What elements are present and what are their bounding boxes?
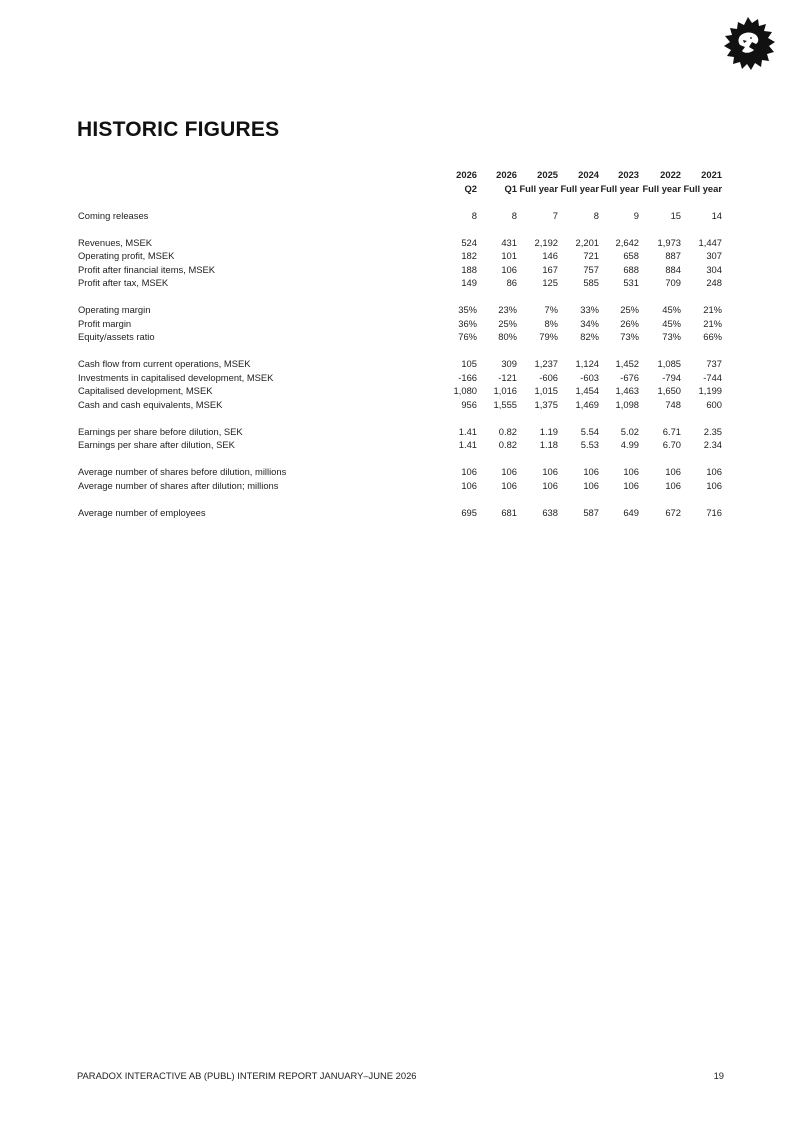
historic-figures-table [77, 168, 725, 519]
table-cell: 658 [623, 250, 639, 261]
table-cell: 757 [583, 263, 599, 275]
table-cell: 15 [670, 209, 681, 221]
row-label: Profit margin [78, 317, 132, 329]
table-cell: 638 [542, 506, 558, 518]
table-cell: 649 [623, 506, 639, 518]
table-cell: 1,452 [615, 358, 639, 369]
row-spacer [77, 195, 725, 209]
table-cell: 106 [583, 466, 599, 477]
table-cell: 73% [662, 331, 681, 342]
table-cell: 23% [498, 304, 517, 315]
table-cell: 884 [665, 263, 681, 275]
table-row [77, 276, 725, 290]
table-cell: 8 [471, 209, 477, 221]
table-cell: 76% [458, 331, 477, 342]
row-spacer [77, 290, 725, 304]
row-label: Cash flow from current operations, MSEK [78, 358, 251, 369]
row-label: Equity/assets ratio [78, 331, 155, 342]
column-period: Full year [600, 182, 639, 194]
table-cell: 307 [706, 250, 722, 261]
table-cell: 45% [662, 317, 681, 329]
column-year: 2026 [496, 169, 517, 180]
table-row [77, 398, 725, 412]
table-row [77, 303, 725, 317]
table-cell: 106 [542, 466, 558, 477]
table-cell: 9 [633, 209, 639, 221]
table-row [77, 479, 725, 493]
row-spacer [77, 344, 725, 358]
row-label: Coming releases [78, 209, 149, 221]
column-year: 2026 [456, 169, 477, 180]
column-year: 2021 [701, 169, 722, 180]
table-cell: 600 [706, 398, 722, 410]
table-cell: 0.82 [498, 439, 517, 450]
table-cell: 5.54 [580, 425, 599, 437]
table-cell: 8 [593, 209, 599, 221]
table-cell: 1.41 [458, 439, 477, 450]
table-row [77, 506, 725, 520]
table-cell: 716 [706, 506, 722, 518]
table-header-periods [77, 182, 725, 196]
table-cell: 80% [498, 331, 517, 342]
table-cell: 748 [665, 398, 681, 410]
table-cell: 106 [583, 479, 599, 491]
column-year: 2025 [537, 169, 558, 180]
table-cell: 106 [461, 479, 477, 491]
row-spacer [77, 222, 725, 236]
table-cell: 1,375 [534, 398, 558, 410]
page-number: 19 [713, 1070, 724, 1081]
table-cell: 45% [662, 304, 681, 315]
table-cell: 1.41 [458, 425, 477, 437]
table-row [77, 317, 725, 331]
table-cell: 1,447 [698, 236, 722, 248]
table-row [77, 371, 725, 385]
table-cell: 8% [544, 317, 558, 329]
column-period: Full year [642, 182, 681, 194]
row-label: Operating margin [78, 304, 151, 315]
table-cell: 66% [703, 331, 722, 342]
table-cell: 106 [461, 466, 477, 477]
table-cell: 101 [501, 250, 517, 261]
table-cell: 7% [544, 304, 558, 315]
table-cell: 149 [461, 277, 477, 288]
table-cell: 106 [706, 479, 722, 491]
table-cell: 7 [552, 209, 558, 221]
table-cell: 1,124 [575, 358, 599, 369]
row-label: Operating profit, MSEK [78, 250, 175, 261]
table-cell: 1,080 [453, 385, 477, 396]
table-cell: 1,463 [615, 385, 639, 396]
table-cell: 82% [580, 331, 599, 342]
row-label: Cash and cash equivalents, MSEK [78, 398, 223, 410]
row-spacer [77, 492, 725, 506]
table-cell: 106 [501, 466, 517, 477]
table-cell: 21% [703, 317, 722, 329]
table-cell: 695 [461, 506, 477, 518]
row-label: Average number of shares after dilution; millions [78, 479, 279, 491]
table-cell: 2.34 [703, 439, 722, 450]
table-cell: 1,555 [493, 398, 517, 410]
table-cell: 33% [580, 304, 599, 315]
table-cell: 105 [461, 358, 477, 369]
table-cell: 0.82 [498, 425, 517, 437]
column-period: Full year [560, 182, 599, 194]
table-cell: 1,454 [575, 385, 599, 396]
table-cell: 1.18 [539, 439, 558, 450]
table-row [77, 384, 725, 398]
row-label: Earnings per share after dilution, SEK [78, 439, 235, 450]
table-cell: 1,199 [698, 385, 722, 396]
column-year: 2023 [618, 169, 639, 180]
table-cell: 73% [620, 331, 639, 342]
table-cell: 35% [458, 304, 477, 315]
table-cell: 6.71 [662, 425, 681, 437]
table-cell: 709 [665, 277, 681, 288]
table-cell: 86 [506, 277, 517, 288]
table-cell: -603 [580, 371, 599, 383]
table-cell: 587 [583, 506, 599, 518]
table-cell: 2.35 [703, 425, 722, 437]
table-cell: 21% [703, 304, 722, 315]
table-cell: 681 [501, 506, 517, 518]
table-cell: 146 [542, 250, 558, 261]
table-cell: 1,469 [575, 398, 599, 410]
table-cell: 106 [665, 466, 681, 477]
table-cell: 8 [511, 209, 517, 221]
table-cell: 106 [542, 479, 558, 491]
column-period: Q2 [464, 182, 477, 194]
table-cell: 106 [501, 479, 517, 491]
table-row [77, 263, 725, 277]
table-cell: 106 [623, 479, 639, 491]
footer-text: PARADOX INTERACTIVE AB (PUBL) INTERIM REPORT JANUARY–JUNE 2026 [77, 1070, 417, 1081]
row-spacer [77, 411, 725, 425]
table-cell: 672 [665, 506, 681, 518]
table-cell: 25% [498, 317, 517, 329]
paradox-dragon-logo-icon [718, 14, 778, 74]
table-cell: 5.02 [620, 425, 639, 437]
table-cell: -744 [703, 371, 722, 383]
table-row [77, 236, 725, 250]
table-header-years [77, 168, 725, 182]
table-cell: -121 [498, 371, 517, 383]
table-row [77, 425, 725, 439]
page-title: HISTORIC FIGURES [77, 118, 280, 141]
table-cell: 524 [461, 236, 477, 248]
row-label: Average number of shares before dilution, millions [78, 466, 287, 477]
table-cell: 79% [539, 331, 558, 342]
column-year: 2022 [660, 169, 681, 180]
table-cell: 887 [665, 250, 681, 261]
table-cell: 1,085 [657, 358, 681, 369]
table-cell: 188 [461, 263, 477, 275]
row-label: Profit after financial items, MSEK [78, 263, 216, 275]
table-cell: 1,015 [534, 385, 558, 396]
table-cell: 1,973 [657, 236, 681, 248]
table-cell: 14 [711, 209, 722, 221]
row-spacer [77, 452, 725, 466]
table-cell: 1,016 [493, 385, 517, 396]
table-row [77, 330, 725, 344]
column-year: 2024 [578, 169, 599, 180]
table-cell: -676 [620, 371, 639, 383]
column-period: Full year [683, 182, 722, 194]
table-cell: -166 [458, 371, 477, 383]
table-cell: 106 [501, 263, 517, 275]
table-cell: 688 [623, 263, 639, 275]
table-cell: 125 [542, 277, 558, 288]
table-cell: 2,192 [534, 236, 558, 248]
table-cell: 5.53 [580, 439, 599, 450]
table-cell: 956 [461, 398, 477, 410]
table-cell: 248 [706, 277, 722, 288]
table-cell: 531 [623, 277, 639, 288]
table-cell: 106 [665, 479, 681, 491]
table-cell: -606 [539, 371, 558, 383]
table-cell: 309 [501, 358, 517, 369]
table-cell: 431 [501, 236, 517, 248]
table-cell: 167 [542, 263, 558, 275]
table-cell: 2,642 [615, 236, 639, 248]
row-label: Profit after tax, MSEK [78, 277, 169, 288]
table-cell: 36% [458, 317, 477, 329]
table-cell: 106 [623, 466, 639, 477]
table-cell: -794 [662, 371, 681, 383]
table-cell: 4.99 [620, 439, 639, 450]
row-label: Average number of employees [78, 506, 206, 518]
table-cell: 106 [706, 466, 722, 477]
column-period: Q1 [504, 182, 517, 194]
column-period: Full year [519, 182, 558, 194]
table-cell: 737 [706, 358, 722, 369]
table-cell: 34% [580, 317, 599, 329]
table-cell: 1,237 [534, 358, 558, 369]
table-row [77, 438, 725, 452]
table-cell: 585 [583, 277, 599, 288]
table-cell: 1,098 [615, 398, 639, 410]
row-label: Earnings per share before dilution, SEK [78, 425, 243, 437]
table-row [77, 357, 725, 371]
table-cell: 1.19 [539, 425, 558, 437]
row-label: Capitalised development, MSEK [78, 385, 213, 396]
table-row [77, 249, 725, 263]
row-label: Investments in capitalised development, MSEK [78, 371, 274, 383]
table-cell: 721 [583, 250, 599, 261]
table-row [77, 209, 725, 223]
table-cell: 2,201 [575, 236, 599, 248]
row-label: Revenues, MSEK [78, 236, 152, 248]
table-cell: 26% [620, 317, 639, 329]
table-cell: 6.70 [662, 439, 681, 450]
table-row [77, 465, 725, 479]
table-cell: 25% [620, 304, 639, 315]
table-cell: 182 [461, 250, 477, 261]
table-cell: 304 [706, 263, 722, 275]
table-cell: 1,650 [657, 385, 681, 396]
